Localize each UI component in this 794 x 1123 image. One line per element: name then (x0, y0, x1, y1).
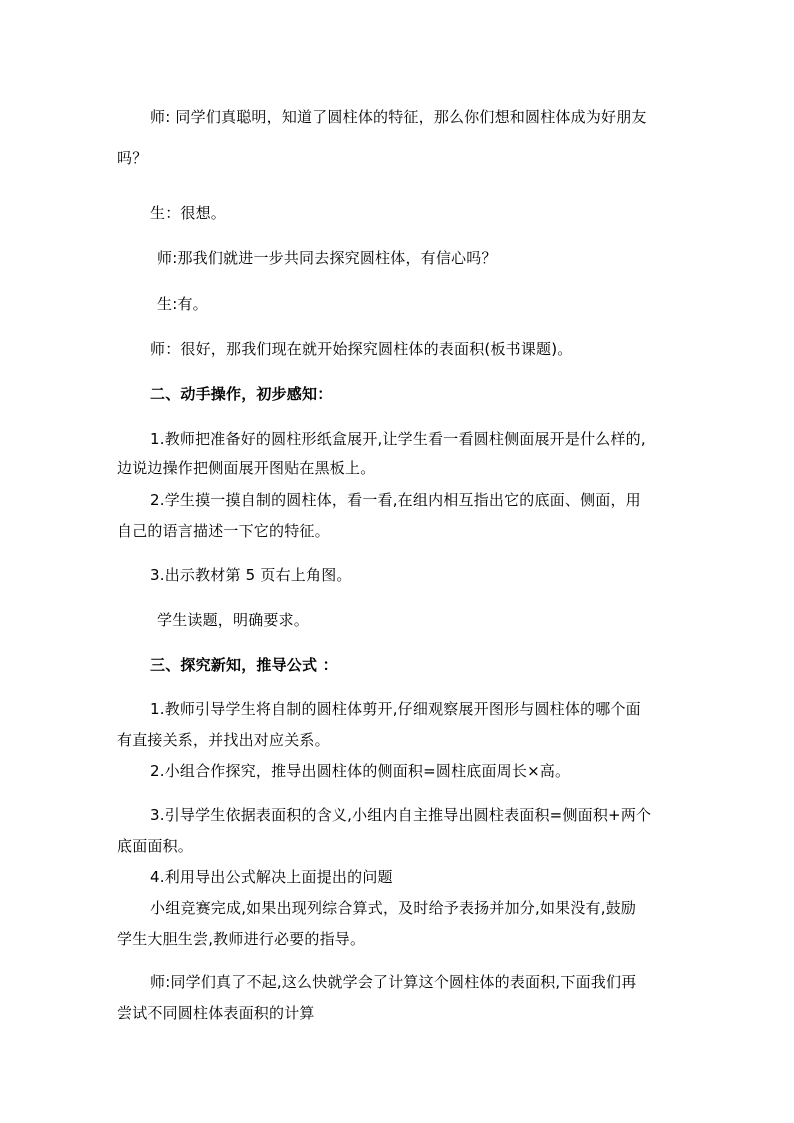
paragraph-teacher-3: 师：很好，那我们现在就开始探究圆柱体的表面积(板书课题)。 (150, 340, 573, 358)
step-2-1-line-2: 边说边操作把侧面展开图贴在黑板上。 (117, 459, 376, 477)
step-2-3: 3.出示教材第 5 页右上角图。 (150, 566, 352, 584)
paragraph-student-1: 生：很想。 (150, 204, 227, 222)
step-2-2-line-2: 自己的语言描述一下它的特征。 (117, 522, 330, 540)
step-3-4: 4.利用导出公式解决上面提出的问题 (150, 868, 393, 886)
step-3-3-line-2: 底面面积。 (117, 837, 194, 855)
step-3-6-line-2: 尝试不同圆柱体表面积的计算 (117, 1004, 315, 1022)
paragraph-teacher-1-line-1: 师: 同学们真聪明，知道了圆柱体的特征，那么你们想和圆柱体成为好朋友 (150, 108, 647, 126)
section-heading-2: 二、动手操作，初步感知： (150, 385, 333, 403)
step-3-1-line-2: 有直接关系，并找出对应关系。 (117, 731, 330, 749)
paragraph-student-2: 生:有。 (157, 295, 208, 313)
step-3-3-line-1: 3.引导学生依据表面积的含义,小组内自主推导出圆柱表面积=侧面积+两个 (150, 806, 652, 824)
paragraph-teacher-1-line-2: 吗？ (117, 149, 148, 167)
step-3-6-line-1: 师:同学们真了不起,这么快就学会了计算这个圆柱体的表面积,下面我们再 (150, 973, 637, 991)
step-3-1-line-1: 1.教师引导学生将自制的圆柱体剪开,仔细观察展开图形与圆柱体的哪个面 (150, 700, 641, 718)
step-2-4: 学生读题，明确要求。 (157, 611, 310, 629)
paragraph-teacher-2: 师:那我们就进一步共同去探究圆柱体，有信心吗？ (157, 249, 497, 267)
step-3-5-line-2: 学生大胆生尝,教师进行必要的指导。 (117, 930, 366, 948)
step-3-2: 2.小组合作探究，推导出圆柱体的侧面积=圆柱底面周长×高。 (150, 762, 571, 780)
step-3-5-line-1: 小组竞赛完成,如果出现列综合算式，及时给予表扬并加分,如果没有,鼓励 (150, 899, 637, 917)
step-2-2-line-1: 2.学生摸一摸自制的圆柱体，看一看,在组内相互指出它的底面、侧面，用 (150, 491, 641, 509)
step-2-1-line-1: 1.教师把准备好的圆柱形纸盒展开,让学生看一看圆柱侧面展开是什么样的, (150, 430, 646, 448)
section-heading-3: 三、探究新知，推导公式 ： (150, 656, 338, 674)
